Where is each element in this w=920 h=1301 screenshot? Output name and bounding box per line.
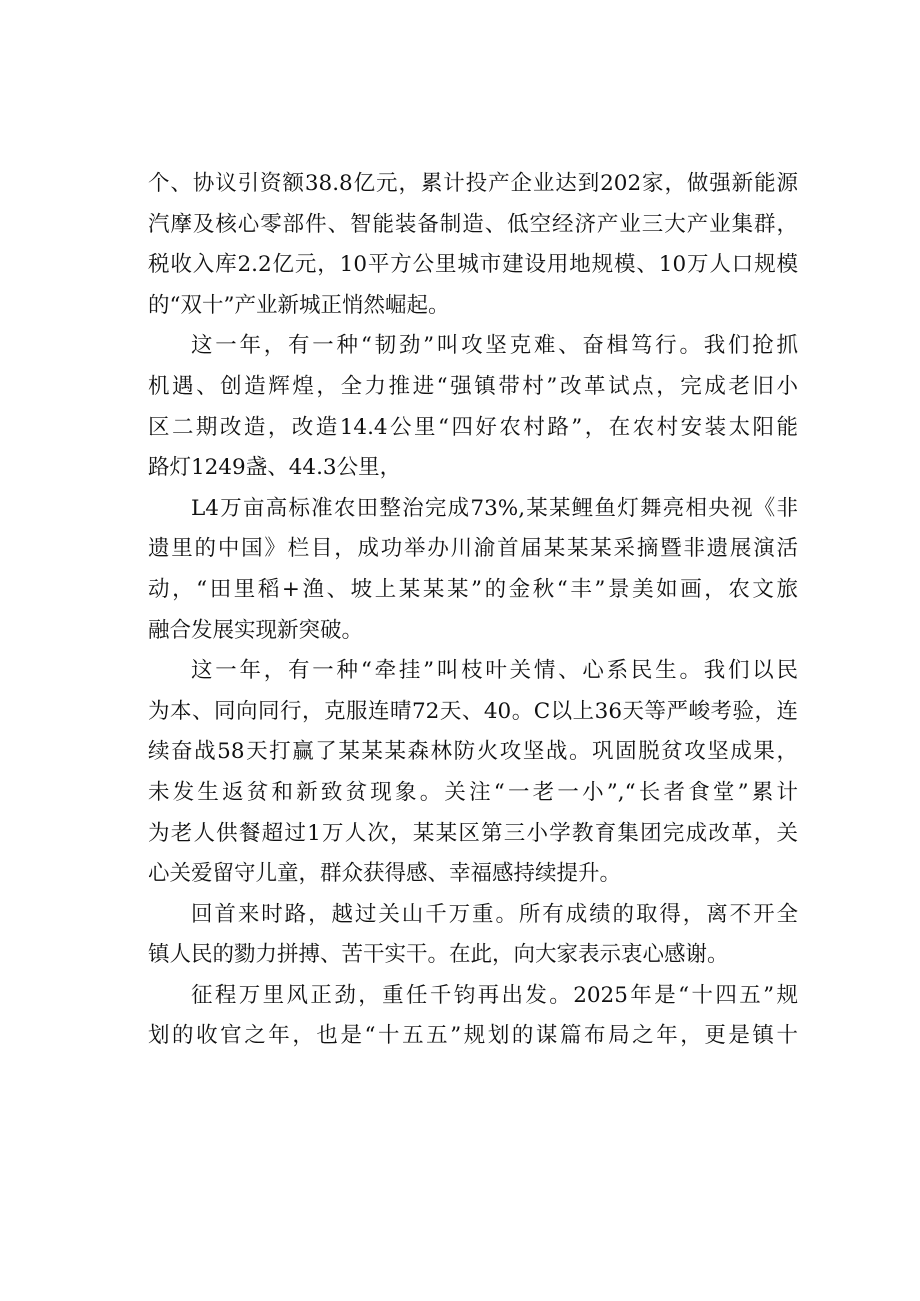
paragraph-1-line-2: 汽摩及核心零部件、智能装备制造、低空经济产业三大产业集群， — [148, 211, 798, 237]
paragraph-3-line-4: 融合发展实现新突破。 — [148, 617, 364, 643]
paragraph-5-line-2: 镇人民的勠力拼搏、苦干实干。在此，向大家表示衷心感谢。 — [148, 942, 729, 968]
paragraph-2-line-2: 机遇、创造辉煌，全力推进“强镇带村”改革试点，完成老旧小 — [148, 373, 798, 399]
paragraph-6-line-2: 划的收官之年，也是“十五五”规划的谋篇布局之年，更是镇十 — [148, 1023, 798, 1049]
paragraph-2-line-1: 这一年，有一种“韧劲”叫攻坚克难、奋楫笃行。我们抢抓 — [191, 333, 798, 359]
paragraph-1-line-1: 个、协议引资额38.8亿元，累计投产企业达到202家，做强新能源 — [148, 171, 798, 196]
paragraph-5-line-1: 回首来时路，越过关山千万重。所有成绩的取得，离不开全 — [191, 901, 798, 927]
body-text — [148, 164, 798, 1057]
paragraph-4-line-1: 这一年，有一种“牵挂”叫枝叶关情、心系民生。我们以民 — [191, 658, 798, 684]
paragraph-4-line-4: 未发生返贫和新致贫现象。关注“一老一小”,“长者食堂”累计 — [148, 779, 798, 805]
paragraph-4-line-5: 为老人供餐超过1万人次，某某区第三小学教育集团完成改革，关 — [148, 820, 798, 846]
paragraph-1-line-4: 的“双十”产业新城正悄然崛起。 — [148, 292, 450, 318]
paragraph-2-line-3: 区二期改造，改造14.4公里“四好农村路”，在农村安装太阳能 — [148, 414, 798, 440]
paragraph-2-line-4: 路灯1249盏、44.3公里， — [148, 455, 402, 481]
paragraph-4-line-3: 续奋战58天打赢了某某某森林防火攻坚战。巩固脱贫攻坚成果， — [148, 739, 798, 765]
paragraph-1-line-3: 税收入库2.2亿元，10平方公里城市建设用地规模、10万人口规模 — [148, 252, 798, 278]
paragraph-3-line-2: 遗里的中国》栏目，成功举办川渝首届某某某采摘暨非遗展演活 — [148, 536, 798, 562]
paragraph-4-line-6: 心关爱留守儿童，群众获得感、幸福感持续提升。 — [148, 861, 622, 887]
paragraph-6-line-1: 征程万里风正劲，重任千钧再出发。2025年是“十四五”规 — [191, 982, 798, 1008]
paragraph-3-line-3: 动，“田里稻+渔、坡上某某某”的金秋“丰”景美如画，农文旅 — [148, 576, 798, 602]
paragraph-3-line-1: L4万亩高标准农田整治完成73%,某某鲤鱼灯舞亮相央视《非 — [191, 495, 798, 521]
paragraph-4-line-2: 为本、同向同行，克服连晴72天、40。C以上36天等严峻考验，连 — [148, 698, 798, 724]
